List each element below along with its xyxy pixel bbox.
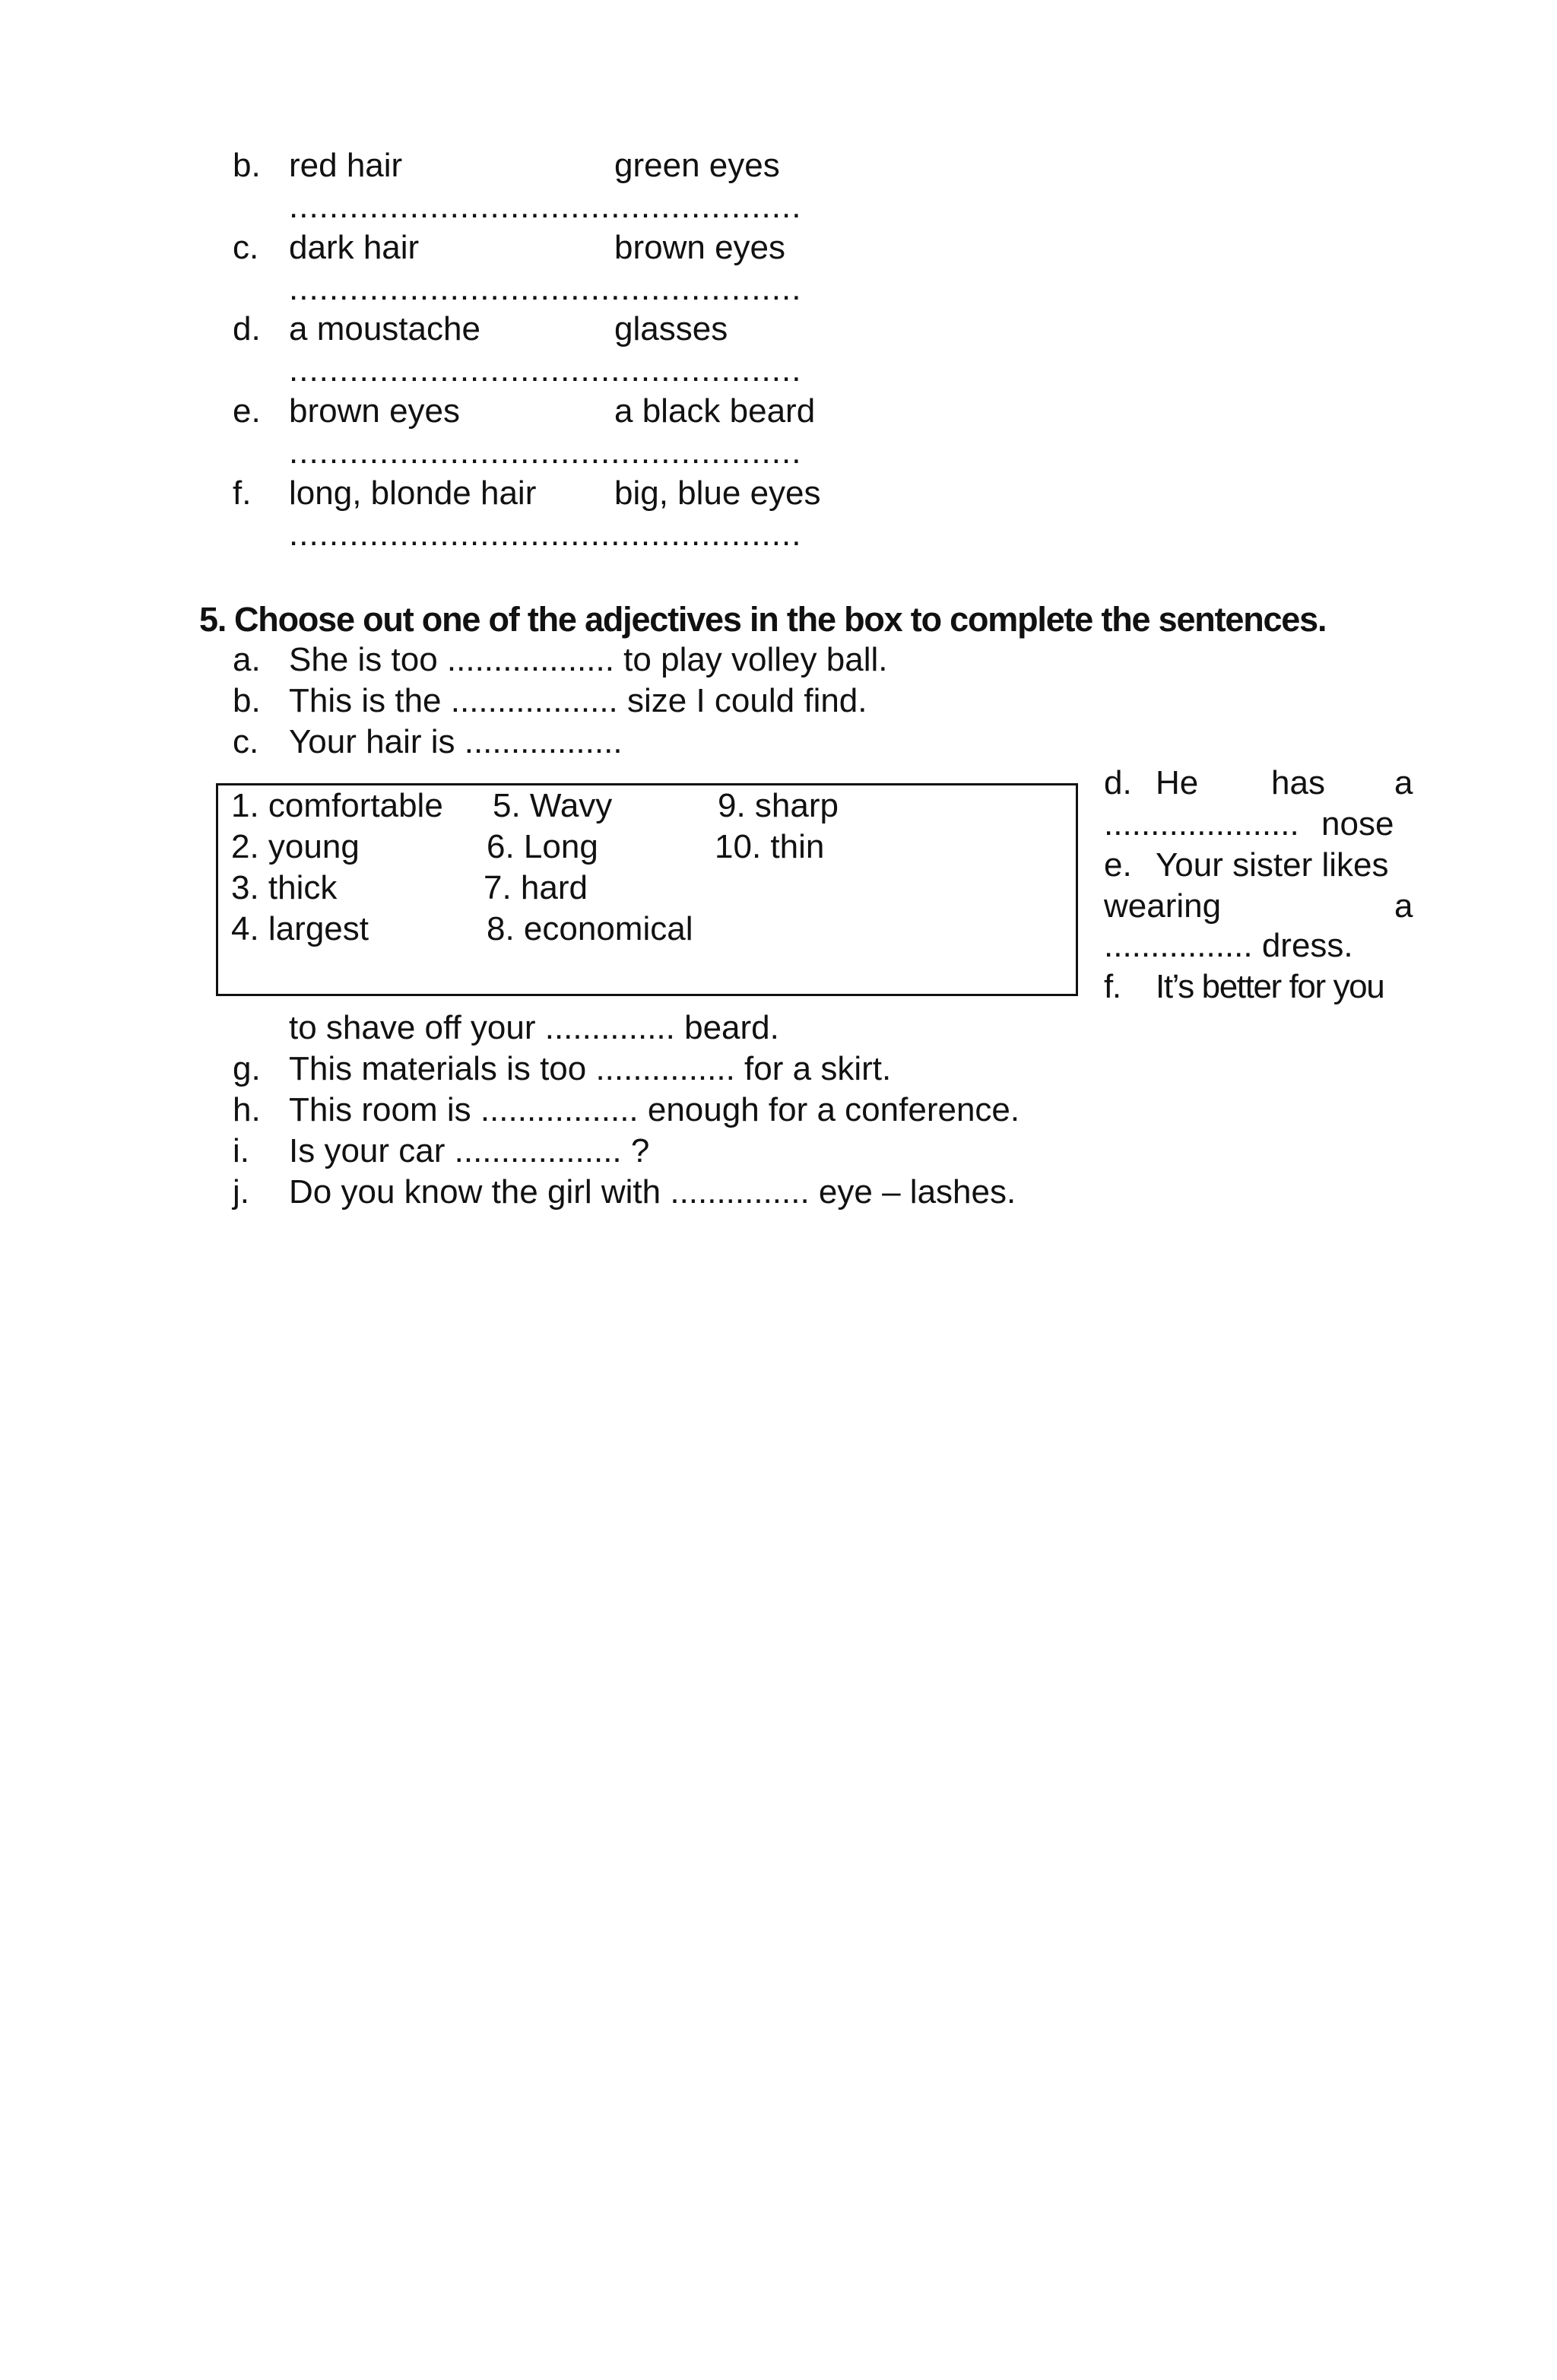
sentence-letter: d. bbox=[1104, 764, 1132, 801]
side-word: a bbox=[1394, 887, 1413, 925]
side-word: a bbox=[1394, 764, 1413, 801]
box-word: 5. Wavy bbox=[493, 787, 613, 824]
box-word: 7. hard bbox=[484, 869, 588, 906]
sentence-text: This materials is too ............... for a skirt. bbox=[289, 1050, 892, 1087]
pair-letter: f. bbox=[233, 474, 252, 512]
sentence-text: to shave off your .............. beard. bbox=[289, 1009, 779, 1046]
sentence-text: Do you know the girl with ............... eye – lashes. bbox=[289, 1173, 1016, 1211]
answer-line[interactable]: ................................................... bbox=[289, 351, 802, 389]
pair-second: big, blue eyes bbox=[614, 474, 821, 512]
sentence-letter: j. bbox=[233, 1173, 249, 1211]
sentence-letter: i. bbox=[233, 1132, 249, 1169]
answer-line[interactable]: ................................................... bbox=[289, 433, 802, 471]
answer-line[interactable]: ................................................... bbox=[289, 188, 802, 225]
sentence-text: This room is ................. enough for a conference. bbox=[289, 1091, 1020, 1128]
sentence-letter: f. bbox=[1104, 968, 1121, 1005]
pair-first: a moustache bbox=[289, 310, 480, 347]
pair-second: a black beard bbox=[614, 392, 816, 430]
box-word: 9. sharp bbox=[718, 787, 839, 824]
box-word: 10. thin bbox=[715, 828, 825, 865]
sentence-letter: b. bbox=[233, 682, 261, 719]
sentence-letter: a. bbox=[233, 641, 261, 678]
side-text: Your sister likes bbox=[1156, 846, 1389, 884]
box-word: 6. Long bbox=[487, 828, 598, 865]
side-text: It’s better for you bbox=[1156, 968, 1384, 1005]
side-word: wearing bbox=[1104, 887, 1222, 925]
sentence-text: Is your car .................. ? bbox=[289, 1132, 650, 1169]
sentence-text: This is the .................. size I could find. bbox=[289, 682, 867, 719]
box-word: 4. largest bbox=[231, 910, 369, 947]
pair-second: glasses bbox=[614, 310, 728, 347]
side-word: has bbox=[1271, 764, 1325, 801]
pair-letter: c. bbox=[233, 229, 259, 266]
pair-letter: d. bbox=[233, 310, 261, 347]
sentence-text: Your hair is ................. bbox=[289, 723, 623, 760]
pair-first: brown eyes bbox=[289, 392, 461, 430]
sentence-letter: h. bbox=[233, 1091, 261, 1128]
pair-first: long, blonde hair bbox=[289, 474, 537, 512]
pair-letter: e. bbox=[233, 392, 261, 430]
pair-first: dark hair bbox=[289, 229, 420, 266]
side-word: He bbox=[1156, 764, 1199, 801]
side-text: ................ dress. bbox=[1104, 927, 1353, 964]
pair-first: red hair bbox=[289, 147, 403, 184]
box-word: 3. thick bbox=[231, 869, 338, 906]
section-heading: Choose out one of the adjectives in the box to complete the sentences. bbox=[234, 600, 1327, 639]
side-word: nose bbox=[1321, 805, 1394, 843]
answer-line[interactable]: ................................................... bbox=[289, 516, 802, 553]
pair-letter: b. bbox=[233, 147, 261, 184]
box-word: 1. comfortable bbox=[231, 787, 443, 824]
pair-second: brown eyes bbox=[614, 229, 786, 266]
sentence-letter: e. bbox=[1104, 846, 1132, 884]
box-word: 2. young bbox=[231, 828, 360, 865]
box-word: 8. economical bbox=[487, 910, 693, 947]
section-number: 5. bbox=[199, 600, 227, 639]
sentence-letter: g. bbox=[233, 1050, 261, 1087]
sentence-text: She is too .................. to play volley ball. bbox=[289, 641, 888, 678]
answer-line[interactable]: ................................................... bbox=[289, 270, 802, 307]
side-dots[interactable]: ..................... bbox=[1104, 805, 1299, 843]
pair-second: green eyes bbox=[614, 147, 780, 184]
sentence-letter: c. bbox=[233, 723, 259, 760]
